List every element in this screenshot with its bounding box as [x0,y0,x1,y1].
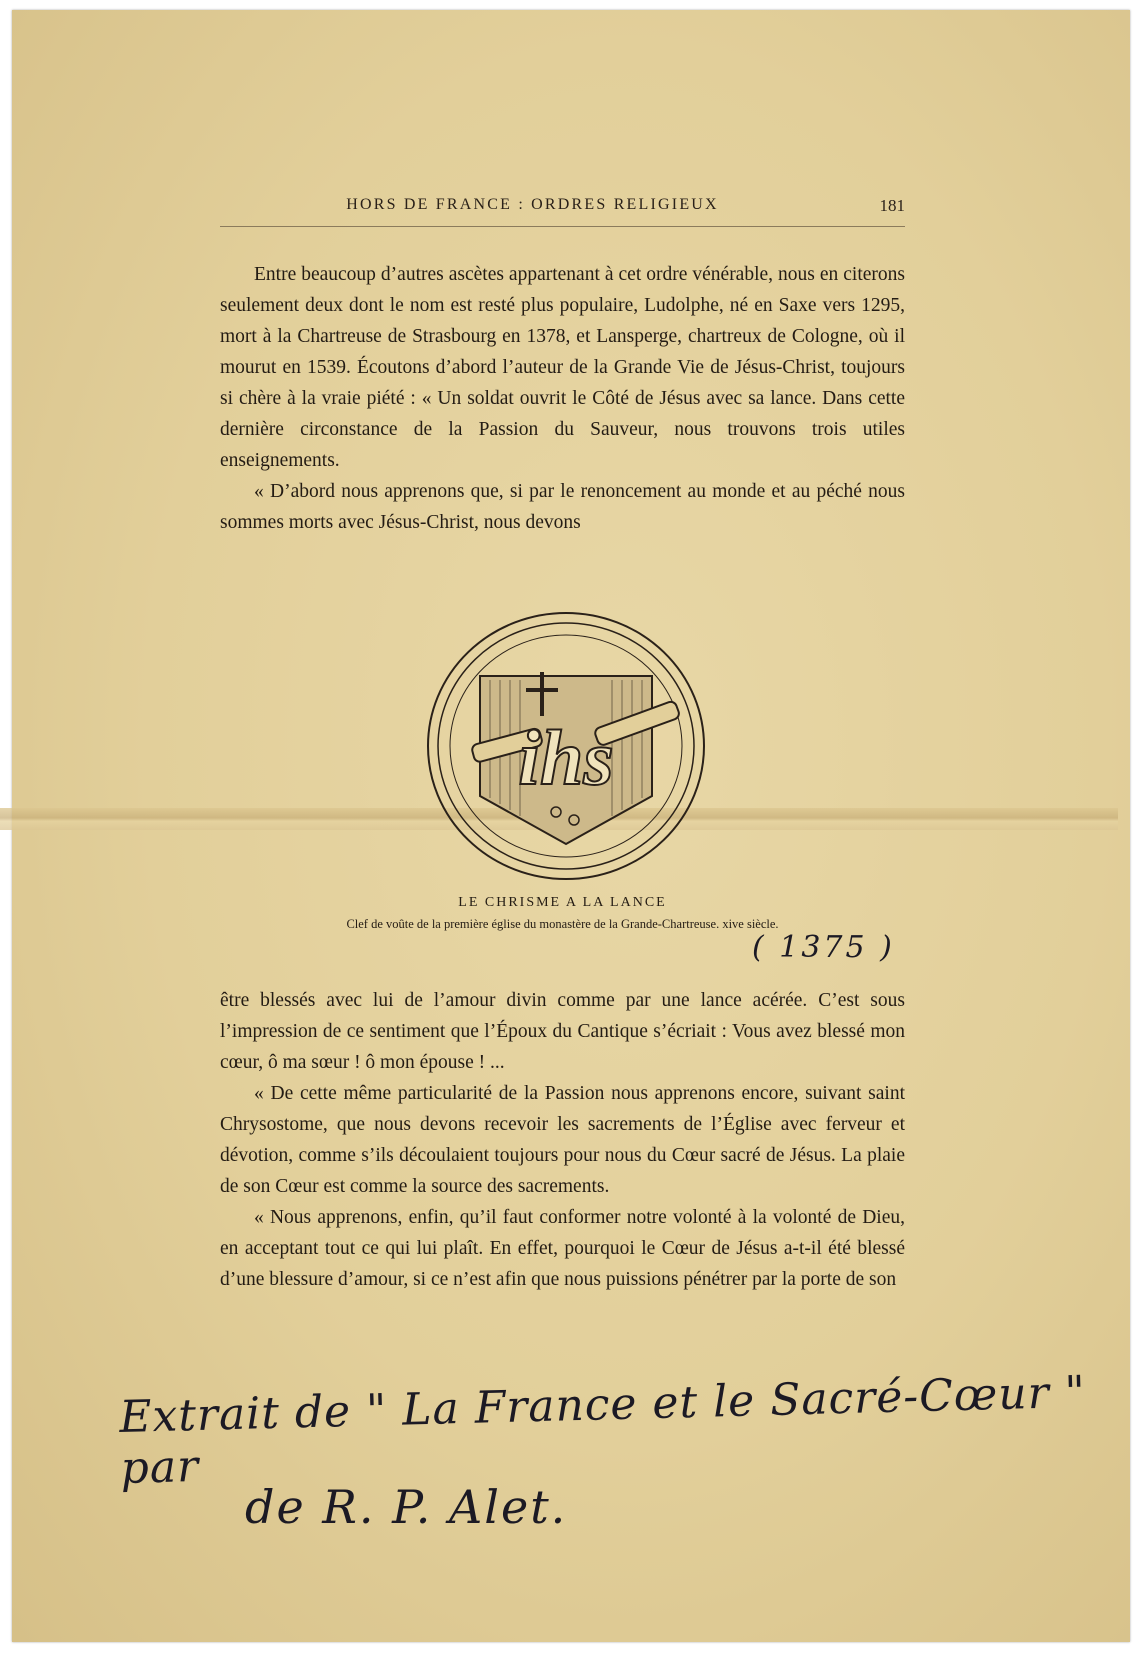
handwritten-date-note: ( 1375 ) [752,930,895,965]
running-head [220,186,905,227]
handwritten-annotation-line-1: Extrait de " La France et le Sacré-Cœur " par [118,1366,1087,1494]
text-block-top [220,259,905,538]
running-head-title: HORS DE FRANCE : ORDRES RELIGIEUX [346,196,719,213]
text-block-bottom [220,985,905,1295]
paragraph: Entre beaucoup d’autres ascètes appartenant à cet ordre vénérable, nous en citerons seulement deux dont le nom est resté plus populaire, Ludolphe, né en Saxe vers 1295, mort à la Chartreuse de Strasbourg en 1378, et Lansperge, chartreux de Cologne, où il mourut en 1539. Écoutons d’abord l’auteur de la Grande Vie de Jésus-Christ, toujours si chère à la vraie piété : « Un soldat ouvrit le Côté de Jésus avec sa lance. Dans cette dernière circonstance de la Passion du Sauveur, nous trouvons trois utiles enseignements. [220,264,905,471]
paragraph: « De cette même particularité de la Passion nous apprenons encore, suivant saint Chrysostome, que nous devons recevoir les sacrements de l’Église avec ferveur et dévotion, comme s’ils découlaient toujours pour nous du Cœur sacré de Jésus. La plaie de son Cœur est comme la source des sacrements. [220,1083,905,1197]
paragraph: « D’abord nous apprenons que, si par le renoncement au monde et au péché nous sommes morts avec Jésus-Christ, nous devons [220,481,905,533]
page-number: 181 [879,196,905,215]
figure-caption-subtitle: Clef de voûte de la première église du monastère de la Grande-Chartreuse. xive siècle. [346,917,779,931]
paragraph: être blessés avec lui de l’amour divin comme par une lance acérée. C’est sous l’impression de ce sentiment que l’Époux du Cantique s’écriait : Vous avez blessé mon cœur, ô ma sœur ! ô mon épouse ! ... [220,990,905,1073]
paragraph: « Nous apprenons, enfin, qu’il faut conformer notre volonté à la volonté de Dieu, en acceptant tout ce qui lui plaît. En effet, pourquoi le Cœur de Jésus a-t-il été blessé d’une blessure d’amour, si ce n’est afin que nous puissions pénétrer par la porte de son [220,1207,905,1290]
chrisme-emblem-illustration [418,606,713,886]
handwritten-annotation-line-2: de R. P. Alet. [245,1480,568,1534]
figure-caption-title: LE CHRISME A LA LANCE [458,895,667,910]
monogram-ihs: ihs [518,714,614,801]
